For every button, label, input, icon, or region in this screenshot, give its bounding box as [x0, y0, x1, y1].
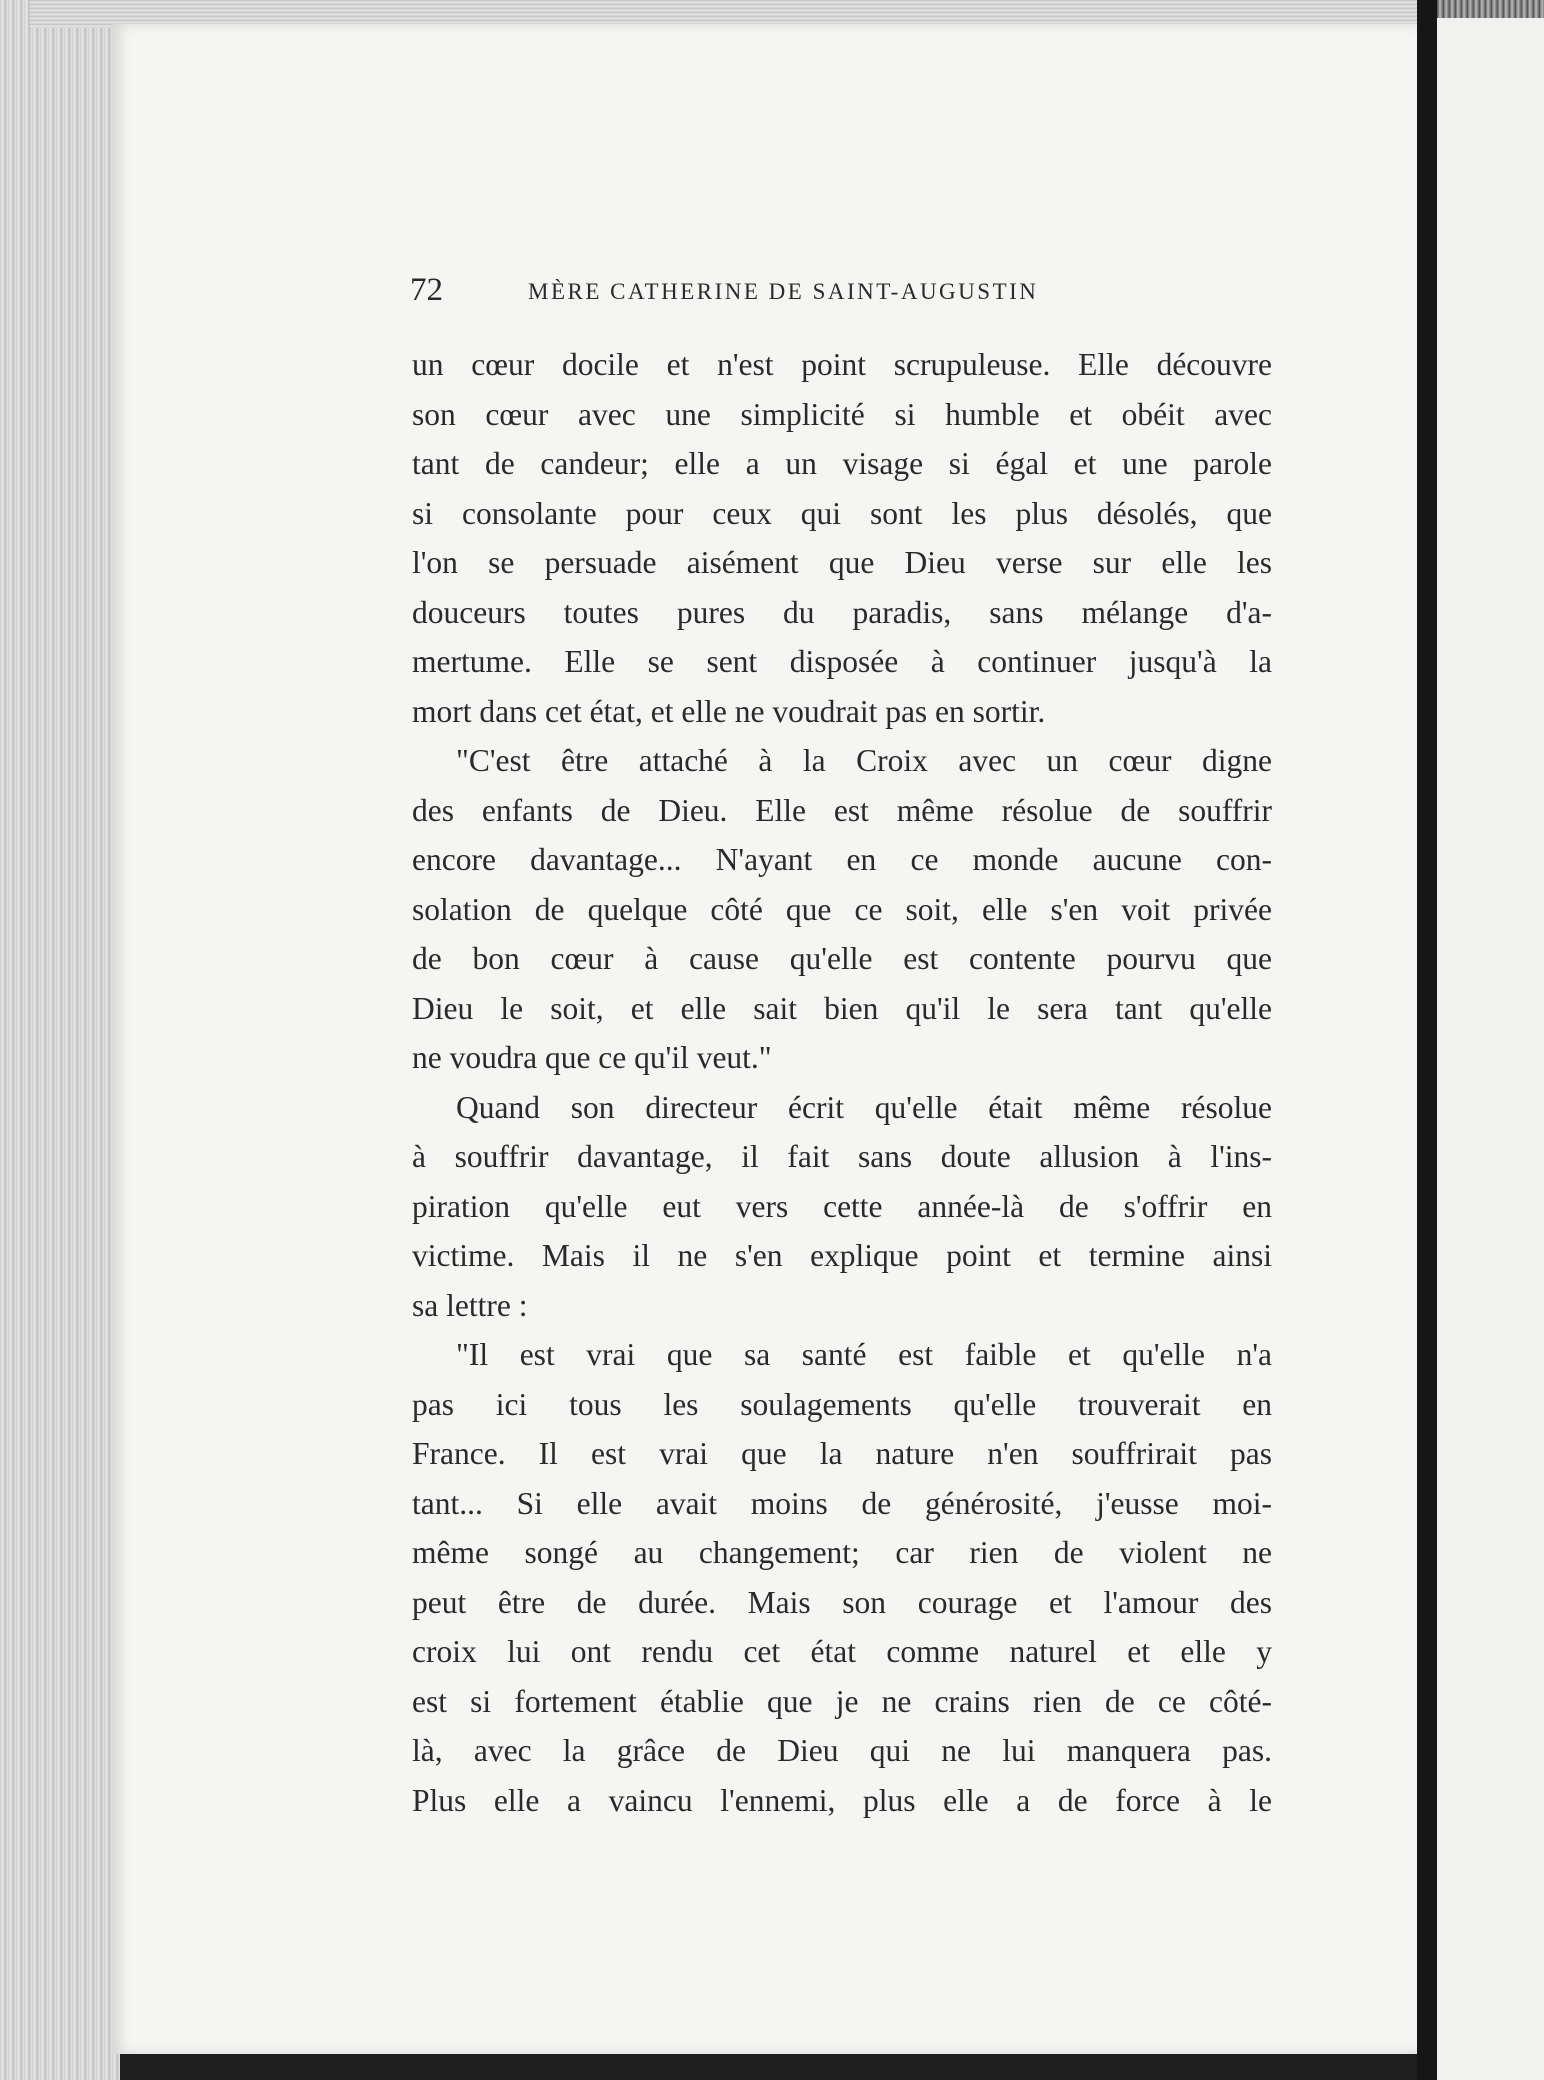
text-line: victime. Mais il ne s'en explique point et termine ainsi: [412, 1238, 1272, 1273]
book-gutter: [1417, 0, 1437, 2080]
text-line: mertume. Elle se sent disposée à continuer jusqu'à la: [412, 644, 1272, 679]
text-line: piration qu'elle eut vers cette année-là de s'offrir en: [412, 1188, 1272, 1224]
text-line: "Il est vrai que sa santé est faible et qu'elle n'a: [456, 1337, 1272, 1372]
text-line: même songé au changement; car rien de violent ne: [412, 1535, 1272, 1570]
running-title: MÈRE CATHERINE DE SAINT-AUGUSTIN: [528, 279, 1039, 304]
body-text: [412, 340, 1272, 1825]
text-line: tant de candeur; elle a un visage si égal et une parole: [412, 446, 1272, 481]
facing-page-edge: [1437, 0, 1544, 18]
running-head: [410, 268, 1270, 312]
page-number: 72: [410, 272, 443, 308]
text-line: son cœur avec une simplicité si humble et obéit avec: [412, 396, 1272, 432]
text-line: ne voudra que ce qu'il veut.": [412, 1040, 772, 1075]
facing-page: [1437, 0, 1544, 2080]
text-line: Plus elle a vaincu l'ennemi, plus elle a de force à le: [412, 1782, 1272, 1818]
text-line: de bon cœur à cause qu'elle est contente pourvu que: [412, 941, 1272, 976]
text-line: un cœur docile et n'est point scrupuleuse. Elle découvre: [412, 347, 1272, 382]
text-line: solation de quelque côté que ce soit, elle s'en voit privée: [412, 891, 1272, 927]
text-line: "C'est être attaché à la Croix avec un cœur digne: [456, 743, 1272, 778]
text-line: si consolante pour ceux qui sont les plus désolés, que: [412, 495, 1272, 531]
text-line: pas ici tous les soulagements qu'elle trouverait en: [412, 1386, 1272, 1422]
text-line: sa lettre :: [412, 1287, 528, 1323]
text-line: est si fortement établie que je ne crains rien de ce côté-: [412, 1683, 1272, 1719]
text-line: France. Il est vrai que la nature n'en souffrirait pas: [412, 1436, 1272, 1471]
text-line: à souffrir davantage, il fait sans doute allusion à l'ins-: [412, 1139, 1272, 1174]
text-line: là, avec la grâce de Dieu qui ne lui manquera pas.: [412, 1733, 1272, 1768]
text-line: croix lui ont rendu cet état comme naturel et elle y: [412, 1634, 1272, 1669]
text-line: douceurs toutes pures du paradis, sans mélange d'a-: [412, 594, 1272, 630]
text-line: tant... Si elle avait moins de générosité, j'eusse moi-: [412, 1485, 1272, 1521]
text-line: peut être de durée. Mais son courage et l'amour des: [412, 1584, 1272, 1620]
text-line: Dieu le soit, et elle sait bien qu'il le sera tant qu'elle: [412, 990, 1272, 1026]
text-line: encore davantage... N'ayant en ce monde aucune con-: [412, 842, 1272, 877]
text-line: mort dans cet état, et elle ne voudrait pas en sortir.: [412, 693, 1046, 729]
text-line: l'on se persuade aisément que Dieu verse sur elle les: [412, 545, 1272, 580]
text-line: des enfants de Dieu. Elle est même résolue de souffrir: [412, 792, 1272, 828]
text-line: Quand son directeur écrit qu'elle était même résolue: [456, 1089, 1272, 1125]
stacked-page-edges: [0, 0, 120, 2080]
